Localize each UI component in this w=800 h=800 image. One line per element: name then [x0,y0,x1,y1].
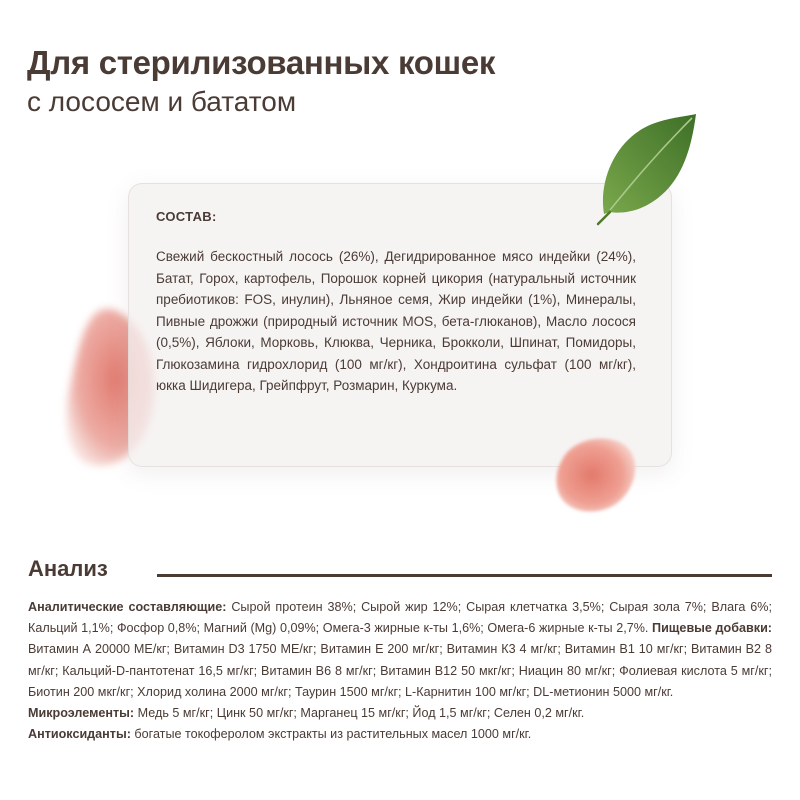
composition-text: Свежий бескостный лосось (26%), Дегидрированное мясо индейки (24%), Батат, Горох, картофель, Порошок корней цикория (натуральный источник пребиотиков: FOS, инулин), Льняное семя, Жир индейки (1%), Минералы, Пивные дрожжи (природный источник MOS, бета-глюканов), Масло лосося (0,5%), Яблоки, Морковь, Клюква, Черника, Брокколи, Шпинат, Помидоры, Глюкозамина гидрохлорид (100 мг/кг), Хондроитина сульфат (100 мг/кг), юкка Шидигера, Грейпфрут, Розмарин, Куркума. [156,249,636,393]
analysis-paragraph [28,597,772,703]
composition-heading: СОСТАВ: [156,209,217,224]
salmon-piece-icon [548,426,644,522]
analysis-divider [157,574,772,577]
page-title: Для стерилизованных кошек [27,44,496,81]
analytical-label: Аналитические составляющие: [28,600,227,614]
micro-paragraph [28,703,772,724]
analysis-body [28,597,772,745]
antiox-paragraph [28,724,772,745]
analytical-text: Сырой протеин 38%; Сырой жир 12%; Сырая клетчатка 3,5%; Сырая зола 7%; Влага 6%; Кальций 1,1%; Фосфор 0,8%; Магний (Mg) 0,09%; Омега-3 жирные к-ты 1,6%; Омега-6 жирные к-ты 2,7%. [28,600,772,636]
leaf-icon [588,108,700,226]
page-subtitle: с лососем и бататом [27,86,297,117]
antiox-text: богатые токоферолом экстракты из растительных масел 1000 мг/кг. [130,727,532,742]
additives-label: Пищевые добавки: [652,621,772,636]
micro-label: Микроэлементы: [28,706,135,721]
antiox-label: Антиоксиданты: [28,727,131,742]
analysis-heading: Анализ [28,556,108,581]
additives-text: Витамин А 20000 МЕ/кг; Витамин D3 1750 МЕ/кг; Витамин Е 200 мг/кг; Витамин К3 4 мг/кг; Витамин В1 10 мг/кг; Витамин В2 8 мг/кг; Кальций-D-пантотенат 16,5 мг/кг; Витамин В6 8 мг/кг; Витамин В12 50 мкг/кг; Ниацин 80 мг/кг; Фолиевая кислота 5 мг/кг; Биотин 200 мкг/кг; Хлорид холина 2000 мг/кг; Таурин 1500 мг/кг; L-Карнитин 100 мг/кг; DL-метионин 5000 мг/кг. [28,642,772,699]
micro-text: Медь 5 мг/кг; Цинк 50 мг/кг; Марганец 15 мг/кг; Йод 1,5 мг/кг; Селен 0,2 мг/кг. [134,706,585,721]
